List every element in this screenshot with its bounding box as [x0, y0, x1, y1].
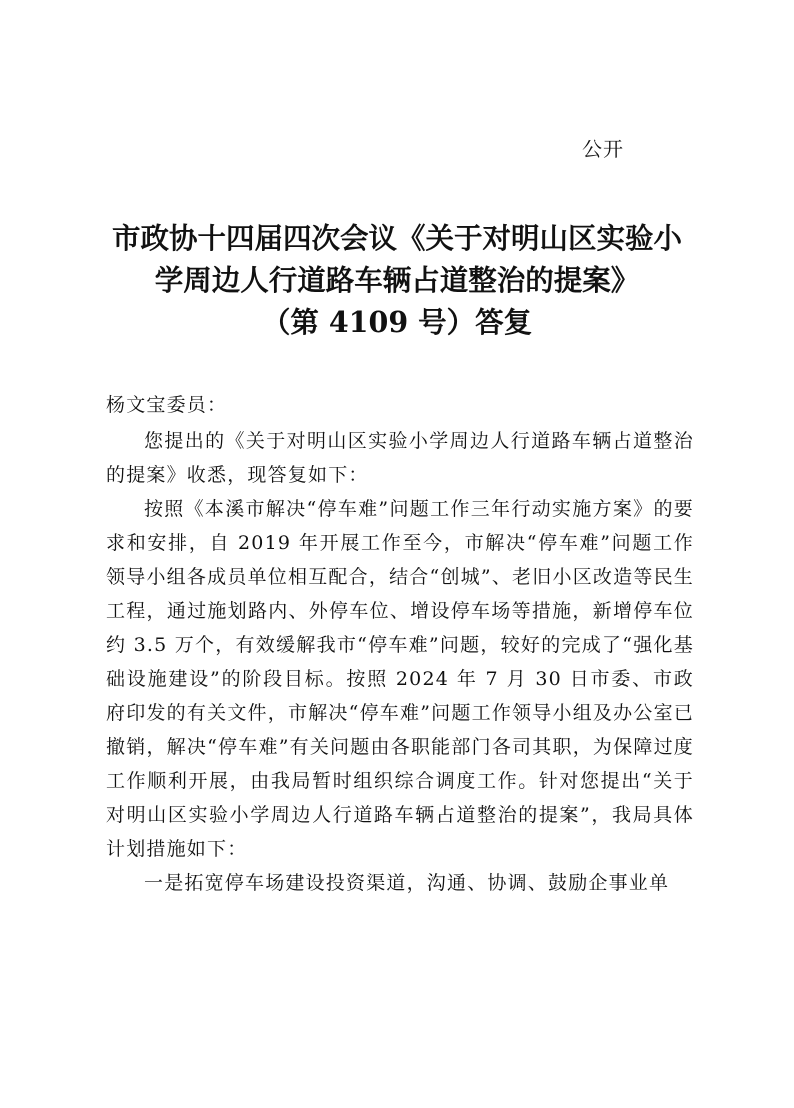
body-paragraphs	[106, 424, 694, 900]
paragraph-acknowledgement: 您提出的《关于对明山区实验小学周边人行道路车辆占道整治的提案》收悉，现答复如下：	[106, 430, 694, 486]
paragraph-background: 按照《本溪市解决“停车难”问题工作三年行动实施方案》的要求和安排，自 2019 年开展工作至今，市解决“停车难”问题工作领导小组各成员单位相互配合，结合“创城”、老旧小区改造等民生工程，通过施划路内、外停车位、增设停车场等措施，新增停车位约 3.5 万个，有效缓解我市“停车难”问题，较好的完成了“强化基础设施建设”的阶段目标。按照 2024 年 7 月 30 日市委、市政府印发的有关文件，市解决“停车难”问题工作领导小组及办公室已撤销，解决“停车难”有关问题由各职能部门各司其职，为保障过度工作顺利开展，由我局暂时组织综合调度工作。针对您提出“关于对明山区实验小学周边人行道路车辆占道整治的提案”，我局具体计划措施如下：	[106, 498, 694, 860]
title-line-3: （第 4109 号）答复	[261, 305, 533, 339]
document-title	[80, 217, 714, 343]
paragraph-measure-one: 一是拓宽停车场建设投资渠道，沟通、协调、鼓励企事业单	[144, 872, 670, 894]
title-line-1: 市政协十四届四次会议《关于对明山区实验小	[111, 221, 682, 255]
public-label: 公开	[582, 137, 624, 161]
title-line-2: 学周边人行道路车辆占道整治的提案》	[154, 263, 640, 297]
salutation: 杨文宝委员：	[106, 394, 228, 416]
